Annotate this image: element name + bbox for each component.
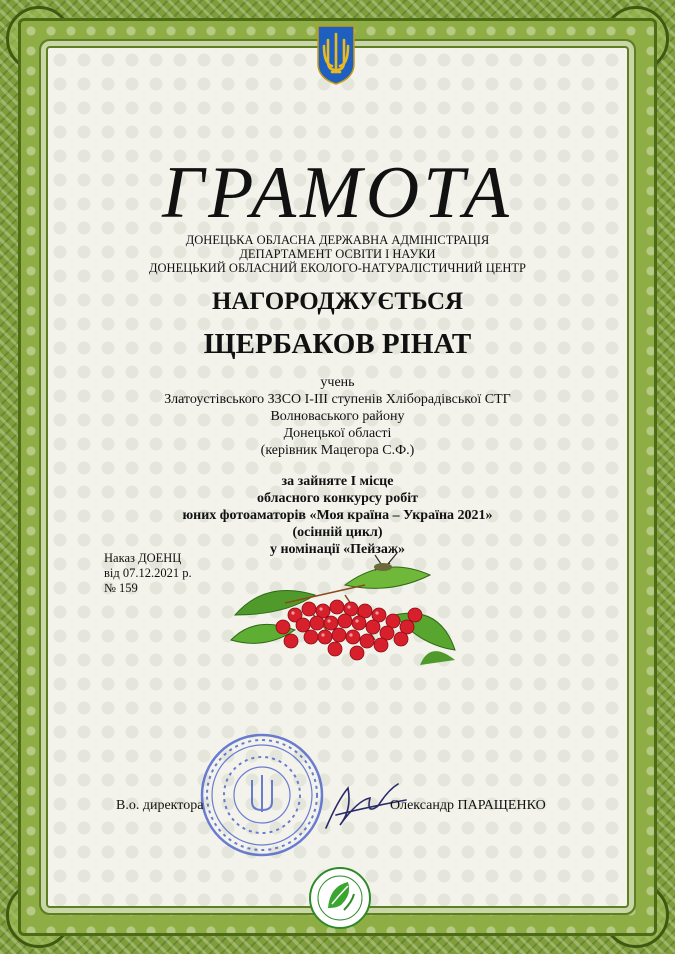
reason-line: у номінації «Пейзаж» — [269, 542, 406, 557]
order-line: № 159 — [104, 581, 138, 595]
certificate-title: ГРАМОТА — [162, 152, 513, 234]
description-line: Донецької області — [283, 426, 392, 441]
description-line: Златоустівського ЗЗСО І-ІІІ ступенів Хліборадівської СТГ — [164, 392, 511, 407]
viburnum-berries-illustration — [225, 545, 465, 675]
reason-line: обласного конкурсу робіт — [257, 491, 418, 506]
recipient-name: ЩЕРБАКОВ РІНАТ — [203, 328, 472, 360]
reason-line: (осінній цикл) — [292, 525, 383, 540]
description-line: (керівник Мацегора С.Ф.) — [260, 443, 415, 458]
awarded-heading: НАГОРОДЖУЄТЬСЯ — [211, 288, 464, 315]
signatory-role: В.о. директора — [116, 798, 204, 813]
org-line: ДЕПАРТАМЕНТ ОСВІТИ І НАУКИ — [239, 247, 436, 261]
reason-line: юних фотоаматорів «Моя країна – Україна 2021» — [182, 508, 493, 523]
org-line: ДОНЕЦЬКА ОБЛАСНА ДЕРЖАВНА АДМІНІСТРАЦІЯ — [185, 233, 490, 247]
round-stamp-icon — [197, 730, 327, 860]
org-line: ДОНЕЦЬКИЙ ОБЛАСНИЙ ЕКОЛОГО-НАТУРАЛІСТИЧНИЙ ЦЕНТР — [148, 261, 526, 275]
order-line: Наказ ДОЕНЦ — [104, 551, 182, 565]
order-line: від 07.12.2021 р. — [104, 566, 192, 580]
issuing-organization — [0, 233, 675, 275]
signatory-name: Олександр ПАРАЩЕНКО — [390, 798, 546, 813]
eco-center-logo-icon — [308, 864, 372, 934]
order-reference — [104, 551, 192, 596]
description-line: Волноваського району — [270, 409, 405, 424]
recipient-description — [0, 374, 675, 459]
reason-line: за зайняте І місце — [281, 474, 394, 489]
description-line: учень — [320, 375, 355, 390]
